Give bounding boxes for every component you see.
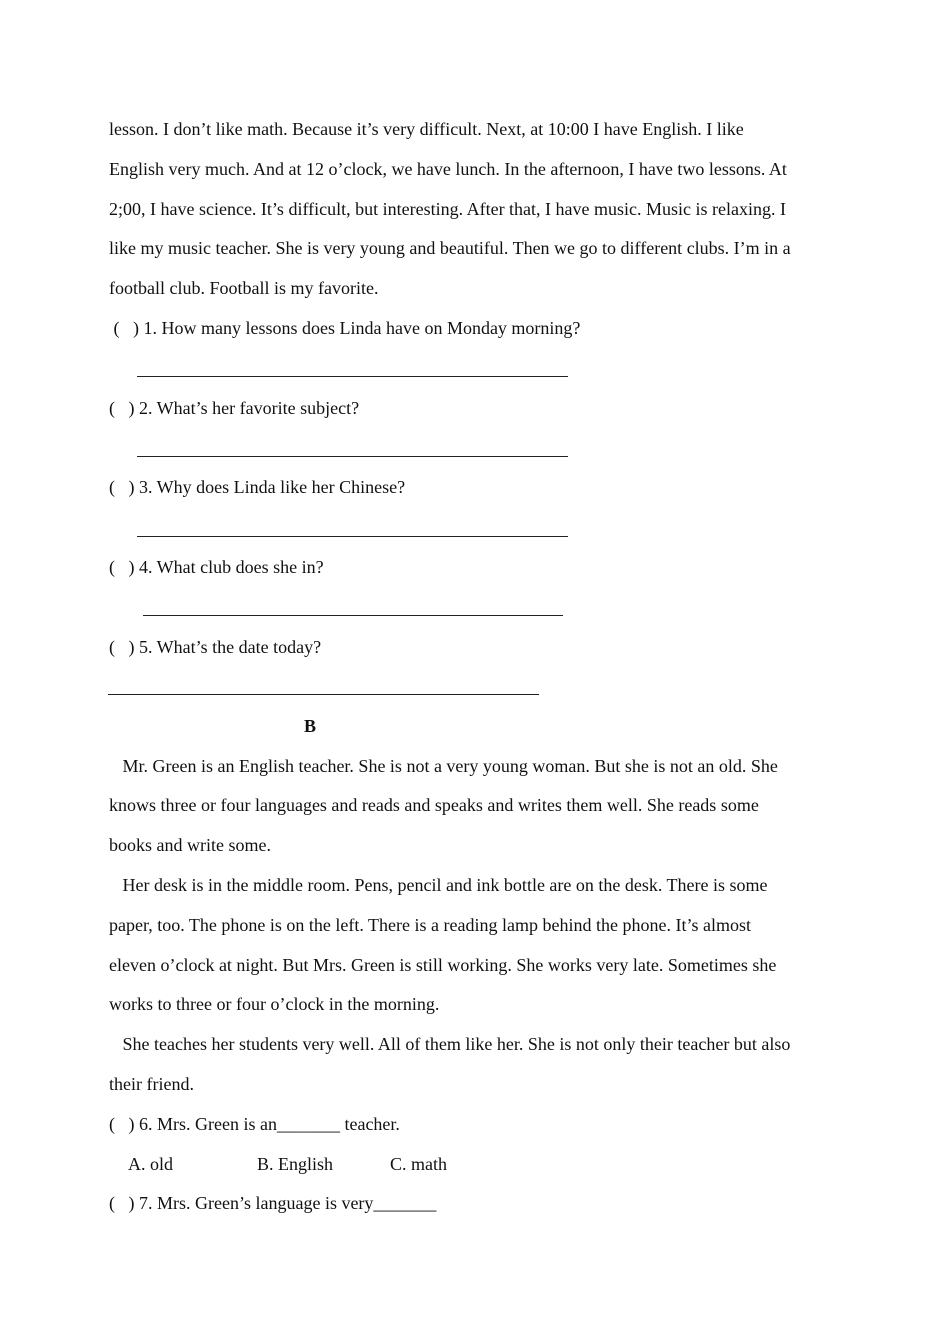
option-b[interactable]: B. English	[257, 1154, 334, 1174]
question-4: ( ) 4. What club does she in?	[109, 557, 324, 577]
answer-line-2[interactable]	[137, 456, 568, 457]
passage-a-line: like my music teacher. She is very young and beautiful. Then we go to different clubs. I’m in a	[109, 238, 791, 258]
passage-a-line: lesson. I don’t like math. Because it’s very difficult. Next, at 10:00 I have English. I like	[109, 119, 744, 139]
passage-b-line: Mr. Green is an English teacher. She is not a very young woman. But she is not an old. She	[109, 756, 778, 776]
passage-b-line: knows three or four languages and reads and speaks and writes them well. She reads some	[109, 795, 759, 815]
answer-line-3[interactable]	[137, 536, 568, 537]
passage-b-line: Her desk is in the middle room. Pens, pencil and ink bottle are on the desk. There is some	[109, 875, 768, 895]
option-c[interactable]: C. math	[390, 1154, 447, 1174]
passage-b-line: She teaches her students very well. All of them like her. She is not only their teacher but also	[109, 1034, 791, 1054]
question-1: ( ) 1. How many lessons does Linda have on Monday morning?	[109, 318, 581, 338]
answer-line-5[interactable]	[108, 694, 539, 695]
passage-b-line: their friend.	[109, 1074, 194, 1094]
passage-b-line: works to three or four o’clock in the morning.	[109, 994, 440, 1014]
question-7: ( ) 7. Mrs. Green’s language is very_______	[109, 1193, 437, 1213]
passage-a-line: English very much. And at 12 o’clock, we have lunch. In the afternoon, I have two lessons. At	[109, 159, 787, 179]
answer-line-4[interactable]	[143, 615, 563, 616]
answer-line-1[interactable]	[137, 376, 568, 377]
section-b-heading: B	[304, 716, 317, 736]
question-2: ( ) 2. What’s her favorite subject?	[109, 398, 360, 418]
passage-b-line: paper, too. The phone is on the left. There is a reading lamp behind the phone. It’s almost	[109, 915, 751, 935]
option-a[interactable]: A. old	[128, 1154, 173, 1174]
question-5: ( ) 5. What’s the date today?	[109, 637, 322, 657]
passage-b-line: eleven o’clock at night. But Mrs. Green is still working. She works very late. Sometimes she	[109, 955, 777, 975]
passage-b-line: books and write some.	[109, 835, 271, 855]
question-3: ( ) 3. Why does Linda like her Chinese?	[109, 477, 406, 497]
question-6: ( ) 6. Mrs. Green is an_______ teacher.	[109, 1114, 400, 1134]
passage-a-line: 2;00, I have science. It’s difficult, but interesting. After that, I have music. Music is relaxing. I	[109, 199, 786, 219]
passage-a-line: football club. Football is my favorite.	[109, 278, 379, 298]
